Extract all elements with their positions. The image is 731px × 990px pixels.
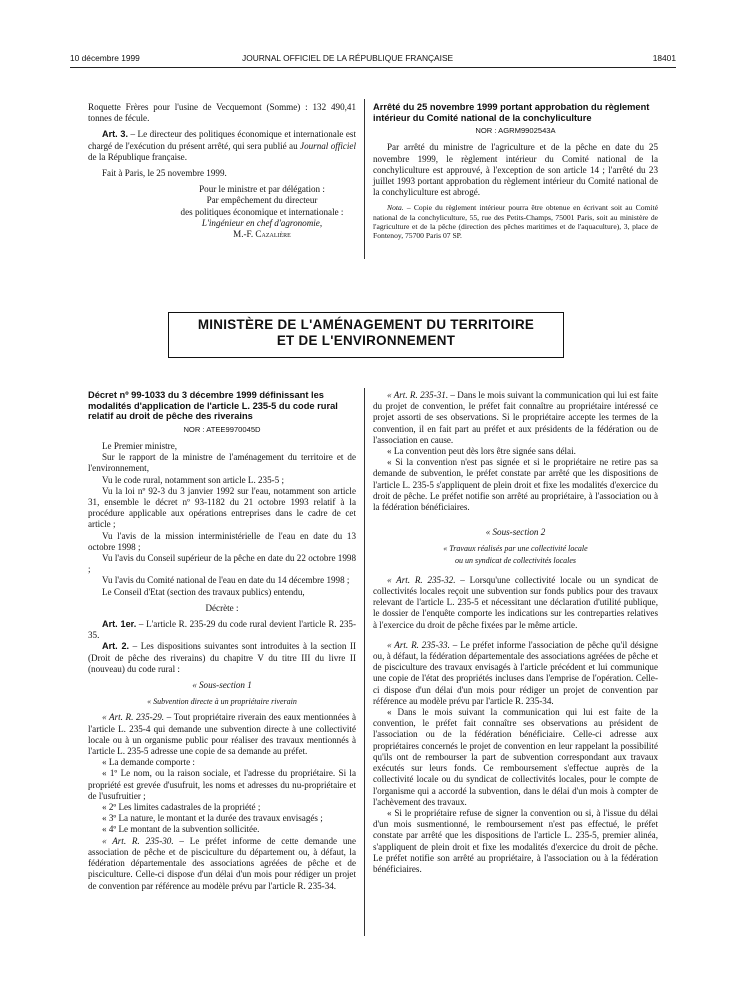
right-column <box>373 390 658 875</box>
article-r235-33: « Art. R. 235-33. – Le préfet informe l'association de pêche qu'il désigne ou, à défaut, la fédération départementale des associations agréées de pêche et de pisciculture des travaux envisagés à l'article précédent et lui communique une copie de l'état des propriétés incluses dans l'emprise de l'opération. Celle-ci dispose d'un délai d'un mois pour rédiger un projet de convention par référence au modèle prévu par l'article R. 235-34. <box>373 639 658 706</box>
subsection-heading: « Sous-section 1 <box>192 680 252 691</box>
header-date: 10 décembre 1999 <box>70 53 140 63</box>
column-divider <box>364 99 365 259</box>
visa: Vu l'avis de la mission interministérielle de l'eau en date du 13 octobre 1998 ; <box>88 530 356 552</box>
top-left-column <box>88 102 356 240</box>
nota: Nota. – Copie du règlement intérieur pourra être obtenue en écrivant soit au Comité national de la conchyliculture, 55, rue des Petits-Champs, 75001 Paris, soit au ministère de l'agriculture et de la pêche (direction des pêches maritimes et de l'aquaculture), 3, place de Fontenoy, 75700 Paris 07 SP. <box>373 203 658 241</box>
paragraph: « Si la convention n'est pas signée et si le propriétaire ne retire pas sa demande de subvention, le préfet constate par arrêté que les dispositions de l'article L. 235-5 s'appliquent de plein droit et fixe les modalités d'exercice du droit de pêche. Le préfet notifie son arrêté au propriétaire, à l'association ou à la fédération bénéficiaires. <box>373 457 658 513</box>
article-3: Art. 3. – Le directeur des politiques économique et internationale est chargé de l'exécution du présent arrêté, qui sera publié au Journal officiel de la République française. <box>88 129 356 162</box>
subsection-heading: « Sous-section 2 <box>485 527 546 538</box>
visa: Sur le rapport de la ministre de l'aménagement du territoire et de l'environnement, <box>88 452 356 474</box>
visa: Vu l'avis du Conseil supérieur de la pêche en date du 22 octobre 1998 ; <box>88 553 356 575</box>
signature-line: des politiques économique et internationale : <box>180 206 344 217</box>
ministry-line: MINISTÈRE DE L'AMÉNAGEMENT DU TERRITOIRE <box>197 317 535 332</box>
list-item: « 2º Les limites cadastrales de la propriété ; <box>102 802 261 813</box>
subsection-title: « Travaux réalisés par une collectivité locale <box>443 544 588 554</box>
visa: Le Conseil d'Etat (section des travaux publics) entendu, <box>102 586 305 597</box>
signature-line: Par empêchement du directeur <box>206 195 318 206</box>
article-1: Art. 1er. – L'article R. 235-29 du code rural devient l'article R. 235-35. <box>88 619 356 641</box>
column-divider <box>364 388 365 936</box>
visa: Le Premier ministre, <box>102 440 178 451</box>
decree-title: Arrêté du 25 novembre 1999 portant approbation du règlement intérieur du Comité national de la conchyliculture <box>373 102 650 123</box>
list-item: « 4º Le montant de la subvention sollicitée. <box>102 824 260 835</box>
left-column <box>88 390 356 892</box>
article-r235-30: « Art. R. 235-30. – Le préfet informe de cette demande une association de pêche et de pisciculture du département ou, à défaut, la fédération départementale des associations agréées de pêche et de pisciculture. Celle-ci dispose d'un délai d'un mois pour rédiger un projet de convention par référence au modèle prévu par l'article R. 235-34. <box>88 835 356 891</box>
paragraph: Roquette Frères pour l'usine de Vecquemont (Somme) : 132 490,41 tonnes de fécule. <box>88 102 356 124</box>
ministry-heading-box <box>168 312 564 358</box>
article-r235-31: « Art. R. 235-31. – Dans le mois suivant la communication qui lui est faite du projet de convention, le préfet fait connaître au propriétaire intéressé ce projet assorti de ses observations. Si le propriétaire accepte les termes de la convention, il en fait part au préfet et aux présidents de la fédération ou de l'association en cause. <box>373 390 658 445</box>
decrete: Décrète : <box>205 602 239 613</box>
signature-line: Pour le ministre et par délégation : <box>199 184 325 195</box>
header-journal-title: JOURNAL OFFICIEL DE LA RÉPUBLIQUE FRANÇAISE <box>242 53 454 63</box>
article-r235-29: « Art. R. 235-29. – Tout propriétaire riverain des eaux mentionnées à l'article L. 235-4 qui demande une subvention directe à une collectivité locale ou à un organisme public pour réaliser des travaux mentionnés à l'article L. 235-5 adresse une copie de sa demande au préfet. <box>88 712 356 757</box>
nor-reference: NOR : AGRM9902543A <box>475 126 556 136</box>
decree-title: Décret nº 99-1033 du 3 décembre 1999 définissant les modalités d'application de l'article L. 235-5 du code rural relatif au droit de pêche des riverains <box>88 390 338 422</box>
list-item: « 3º La nature, le montant et la durée des travaux envisagés ; <box>102 813 323 824</box>
page-header <box>70 53 676 68</box>
article-r235-32: « Art. R. 235-32. – Lorsqu'une collectivité locale ou un syndicat de collectivités locales reçoit une subvention sur fonds publics pour des travaux relevant de l'article L. 235-5 et nécessitant une déclaration d'utilité publique, le dossier de l'enquête comporte les indications sur les contreparties relatives à l'exercice du droit de pêche fixées par le même article. <box>373 574 658 630</box>
paragraph: Par arrêté du ministre de l'agriculture et de la pêche en date du 25 novembre 1999, le règlement intérieur du Comité national de la conchyliculture est approuvé, à l'exception de son article 14 ; l'arrêté du 23 juillet 1993 portant approbation du règlement intérieur du Comité national de la conchyliculture est abrogé. <box>373 142 658 198</box>
article-2: Art. 2. – Les dispositions suivantes sont introduites à la section II (Droit de pêche des riverains) du chapitre V du titre III du livre II (nouveau) du code rural : <box>88 641 357 674</box>
top-right-column <box>373 102 658 240</box>
signatory-name: M.-F. Cazalière <box>233 229 291 240</box>
ministry-line: ET DE L'ENVIRONNEMENT <box>276 333 456 348</box>
paragraph: « La convention peut dès lors être signée sans délai. <box>387 446 576 457</box>
visa: Vu le code rural, notamment son article L. 235-5 ; <box>102 474 285 485</box>
subsection-title: ou un syndicat de collectivités locales <box>454 555 577 565</box>
paragraph: « Dans le mois suivant la communication qui lui est faite de la convention, le préfet fait connaître ses observations au président de l'association ou de la fédération bénéficiaire. Celle-ci adresse aux propriétaires concernés le projet de convention en leur rappelant la possibilité qu'ils ont de rembourser la part de subvention correspondant aux travaux exécutés sur leurs fonds. Ce remboursement s'effectue auprès de la collectivité locale ou du syndicat de collectivités locales, pour le compte de l'organisme qui a accordé la subvention, dans le délai d'un mois à compter de l'achèvement des travaux. <box>373 707 658 807</box>
visa: Vu l'avis du Comité national de l'eau en date du 14 décembre 1998 ; <box>102 575 350 586</box>
fait-a-paris: Fait à Paris, le 25 novembre 1999. <box>102 168 227 179</box>
header-page-number: 18401 <box>652 53 676 63</box>
paragraph: « Si le propriétaire refuse de signer la convention ou si, à l'issue du délai d'un mois susmentionné, le remboursement n'est pas effectué, le préfet constate par arrêté que les dispositions de l'article L. 235-5, premier alinéa, s'appliquent de plein droit et fixe les modalités d'exercice du droit de pêche. Le préfet notifie son arrêté au propriétaire, à l'association ou à la fédération bénéficiaires. <box>373 807 658 874</box>
paragraph: « La demande comporte : <box>102 757 195 768</box>
visa: Vu la loi nº 92-3 du 3 janvier 1992 sur l'eau, notamment son article 31, ensemble le décret nº 93-1182 du 21 octobre 1993 relatif à la procédure applicable aux opérations entreprises dans le cadre de cet article ; <box>88 485 356 530</box>
nor-reference: NOR : ATEE9970045D <box>183 424 261 434</box>
signature-line: L'ingénieur en chef d'agronomie, <box>201 217 323 228</box>
subsection-title: « Subvention directe à un propriétaire riverain <box>147 697 297 707</box>
list-item: « 1º Le nom, ou la raison sociale, et l'adresse du propriétaire. Si la propriété est grevée d'usufruit, les noms et adresses du nu-propriétaire et de l'usufruitier ; <box>88 768 356 801</box>
